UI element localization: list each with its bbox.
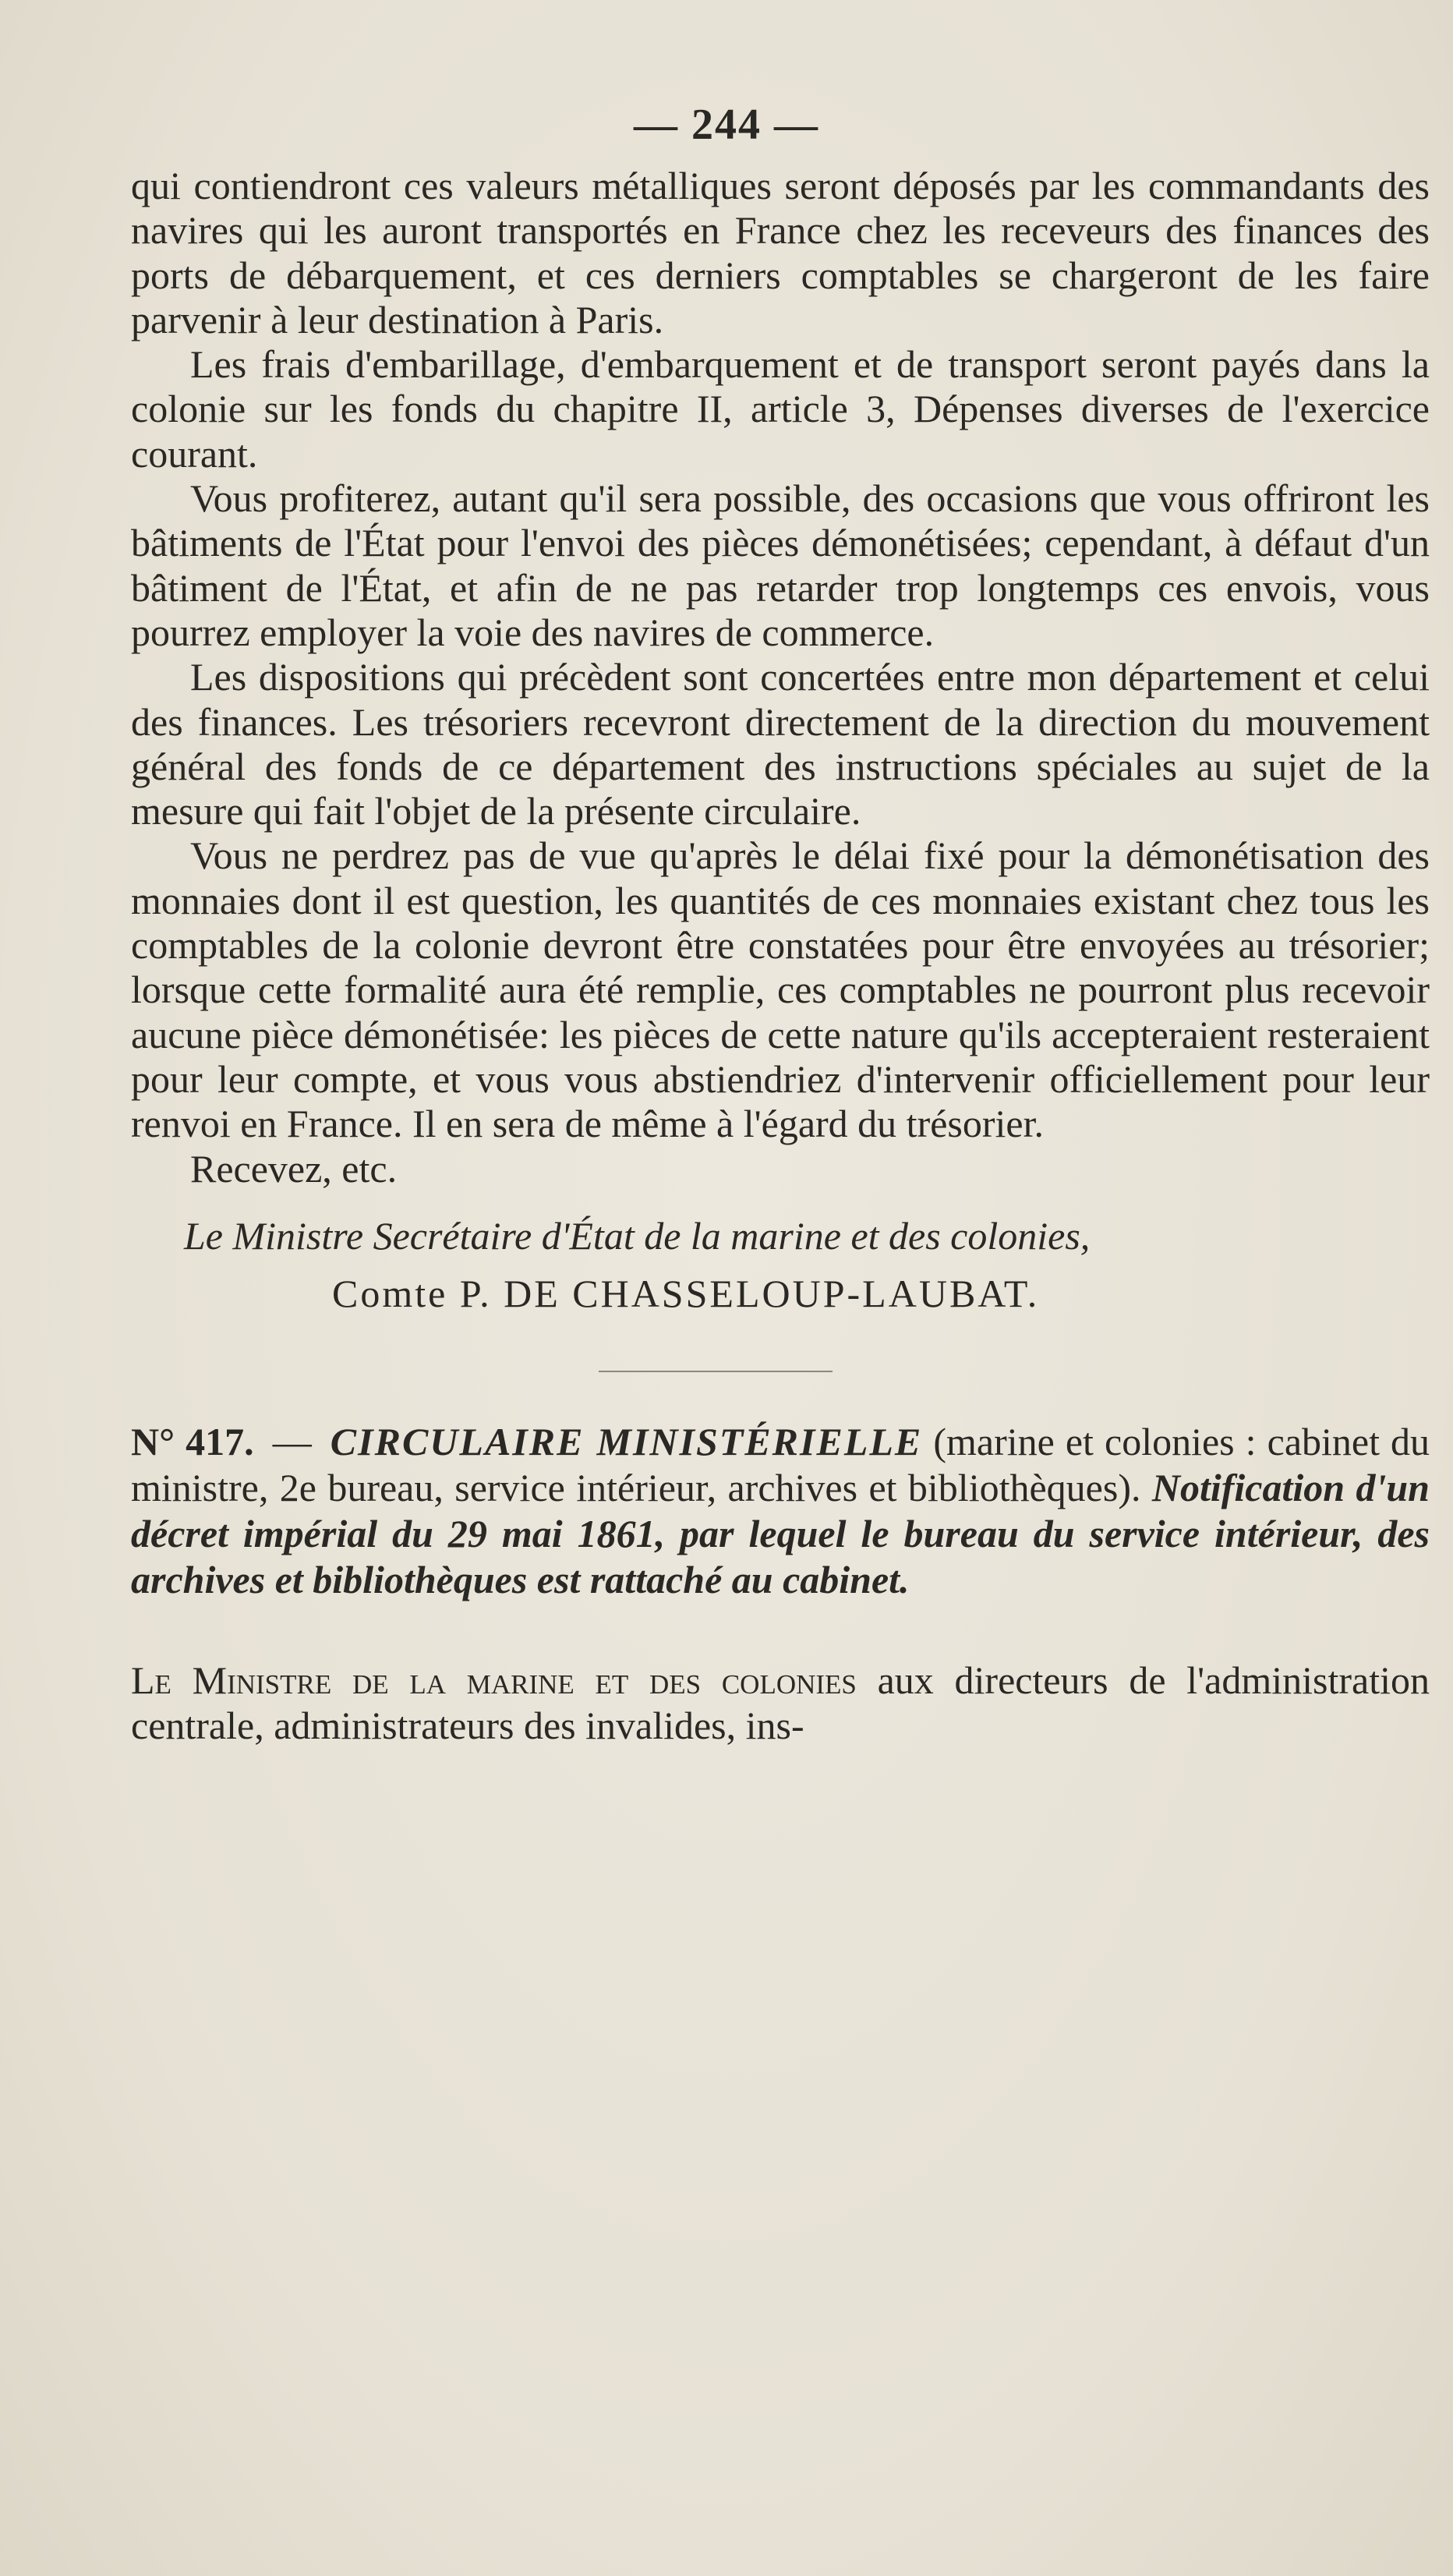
address-line [131, 1658, 1430, 1748]
paragraph-continuation: qui contiendront ces valeurs métalliques seront déposés par les commandants des navires qui les auront transportés en France chez les receveurs des finances des ports de débarquement, et ces derniers comptables se chargeront de les faire parvenir à leur destination à Paris. [131, 164, 1430, 341]
address-sender: Le Ministre de la marine et des colonies [131, 1658, 857, 1702]
address-recipients: aux directeurs de l'administration centrale, administrateurs des invalides, ins- [131, 1658, 1430, 1747]
circular-reference: (marine et colonies : cabinet du ministre, 2e bureau, service intérieur, archives et bibliothèques). [131, 1419, 1430, 1509]
main-text [131, 164, 1430, 1748]
circular-notification: Notification d'un décret impérial du 29 mai 1861, par lequel le bureau du service intérieur, des archives et bibliothèques est rattaché au cabinet. [131, 1465, 1430, 1601]
paragraph-demonetisation: Vous ne perdrez pas de vue qu'après le délai fixé pour la démonétisation des monnaies dont il est question, les quantités de ces monnaies existant chez tous les comptables de la colonie devront être constatées pour être envoyées au trésorier; lorsque cette formalité aura été remplie, ces comptables ne pourront plus recevoir aucune pièce démonétisée: les pièces de cette nature qu'ils accepteraient resteraient pour leur compte, et vous vous abstiendriez d'intervenir officiellement pour leur renvoi en France. Il en sera de même à l'égard du trésorier. [131, 833, 1430, 1146]
signature-name: Comte P. DE CHASSELOUP-LAUBAT. [332, 1271, 1040, 1315]
circular-dash: — [272, 1419, 312, 1463]
paragraph-costs: Les frais d'embarillage, d'embarquement et de transport seront payés dans la colonie sur les fonds du chapitre II, article 3, Dépenses diverses de l'exercice courant. [131, 342, 1430, 476]
closing-formula: Recevez, etc. [190, 1146, 398, 1191]
circular-number: N° 417. [131, 1419, 254, 1463]
paragraph-shipping: Vous profiterez, autant qu'il sera possible, des occasions que vous offriront les bâtiments de l'État pour l'envoi des pièces démonétisées; cependant, à défaut d'un bâtiment de l'État, et afin de ne pas retarder trop longtemps ces envois, vous pourrez employer la voie des navires de commerce. [131, 476, 1430, 654]
signature-title: Le Ministre Secrétaire d'État de la marine et des colonies, [184, 1213, 1091, 1258]
section-separator [599, 1371, 833, 1372]
circular-title: CIRCULAIRE MINISTÉRIELLE [330, 1419, 923, 1463]
circular-heading [131, 1419, 1430, 1603]
paragraph-dispositions: Les dispositions qui précèdent sont concertées entre mon département et celui des finances. Les trésoriers recevront directement de la direction du mouvement général des fonds de ce département des instructions spéciales au sujet de la mesure qui fait l'objet de la présente circulaire. [131, 655, 1430, 833]
page-number: — 244 — [634, 101, 819, 149]
